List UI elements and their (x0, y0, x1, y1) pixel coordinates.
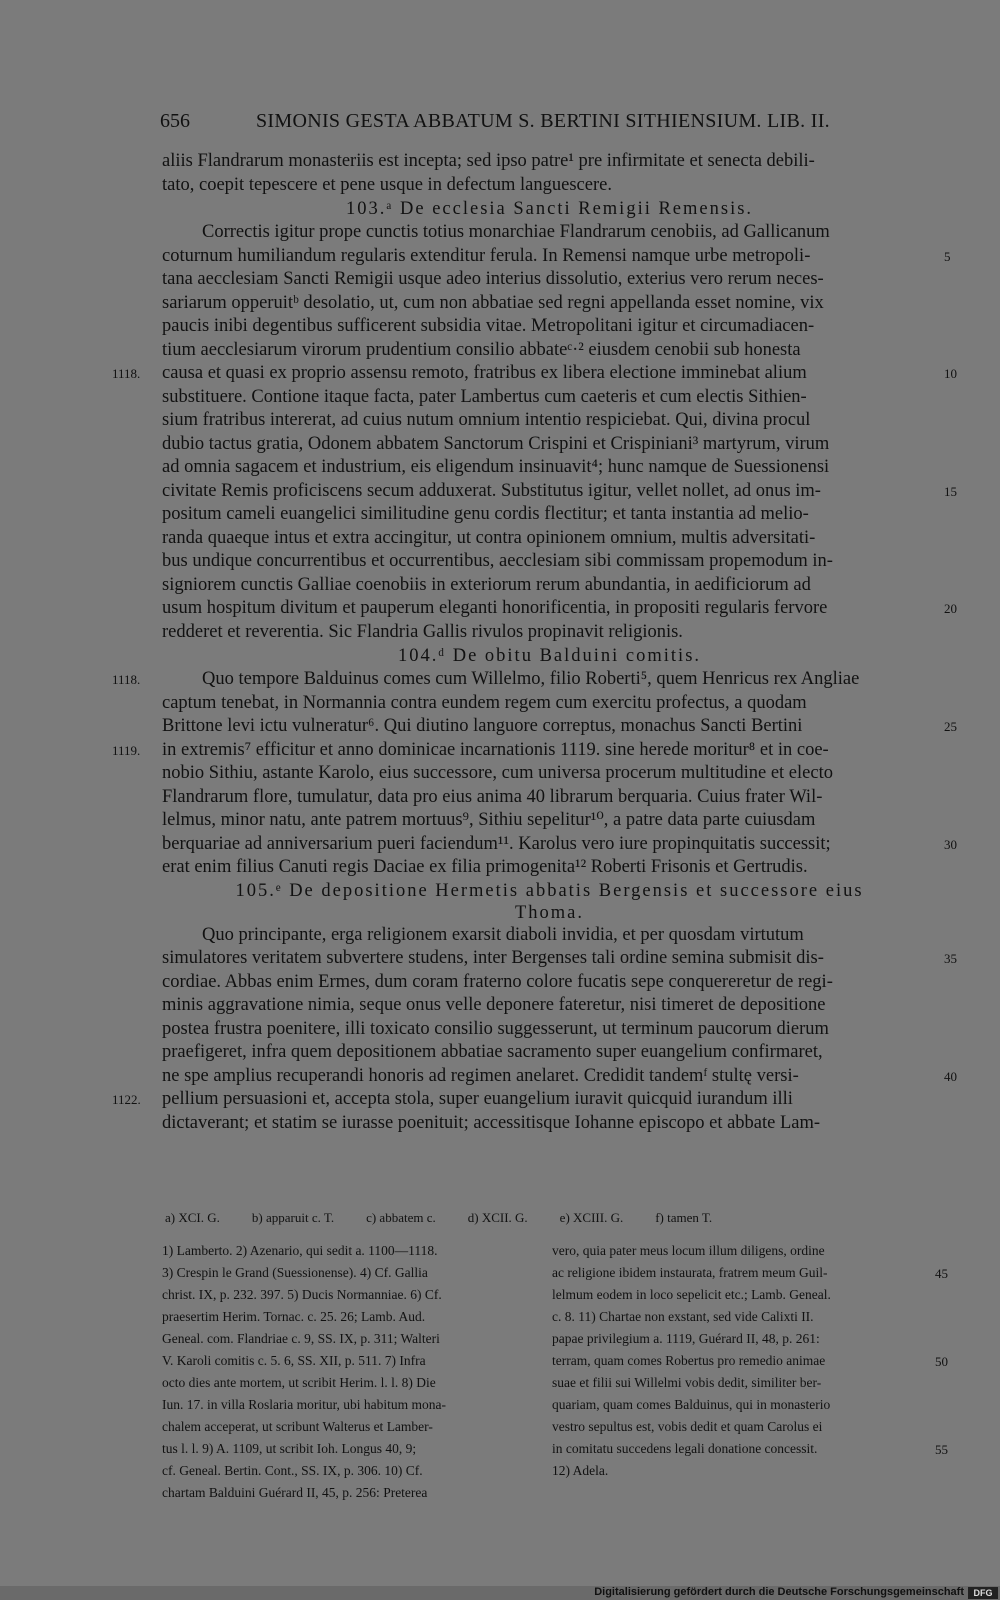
text-line: in extremis⁷ efficitur et anno dominicae incarnationis 1119. sine herede moritur⁸ et in coe- 1119. (162, 739, 937, 763)
footnote-line: V. Karoli comitis c. 5. 6, SS. XII, p. 511. 7) Infra (162, 1353, 426, 1368)
footnotes-right-column (552, 1240, 937, 1482)
critical-apparatus (165, 1210, 865, 1226)
footnote-line: Iun. 17. in villa Roslaria moritur, ubi habitum mona- (162, 1397, 447, 1412)
text-line: simulatores veritatem subvertere studens, inter Bergenses tali ordine semina submisit dis- 35 (162, 947, 937, 971)
footnote-line: 12) Adela. (552, 1463, 609, 1478)
text-line: Flandrarum flore, tumulatur, data pro eius anima 40 librarum berquaria. Cuius frater Wil- (162, 786, 823, 807)
text-line: aliis Flandrarum monasteriis est incepta; sed ipso patre¹ pre infirmitate et senecta debili- (162, 151, 815, 171)
footnote-line: lelmum eodem in loco sepelicit etc.; Lamb. Geneal. (552, 1287, 831, 1302)
text-line: paucis inibi degentibus sufficerent subsidia vitae. Metropolitani igitur et circumadiacen- (162, 316, 815, 336)
footnote-line: christ. IX, p. 232. 397. 5) Ducis Normanniae. 6) Cf. (162, 1287, 442, 1302)
text-line: usum hospitum divitum et pauperum eleganti honorificentia, in propositi regularis fervore 20 (162, 597, 937, 621)
line-number: 55 (935, 1442, 948, 1457)
footnote-line: 1) Lamberto. 2) Azenario, qui sedit a. 1100—1118. (162, 1243, 438, 1258)
critical-note: d) XCII. G. (467, 1210, 528, 1225)
text-line: Quo tempore Balduinus comes cum Willelmo, filio Roberti⁵, quem Henricus rex Angliae 1118. (162, 668, 937, 692)
section-heading: 105.ᵉ De depositione Hermetis abbatis Bergensis et successore eius (235, 880, 864, 901)
line-number: 40 (944, 1068, 957, 1084)
text-line: redderet et reverentia. Sic Flandria Gallis rivulos propinavit religionis. (162, 621, 683, 642)
footnote-line: tus l. l. 9) A. 1109, ut scribit Ioh. Longus 40, 9; (162, 1441, 417, 1456)
text-line: dubio tactus gratia, Odonem abbatem Sanctorum Crispini et Crispiniani³ martyrum, virum (162, 433, 830, 454)
dfg-logo: DFG (968, 1587, 998, 1599)
critical-note: e) XCIII. G. (559, 1210, 624, 1225)
text-line: bus undique concurrentibus et occurrentibus, aecclesiam sibi commissam propemodum in- (162, 551, 833, 571)
footnote-line: chartam Balduini Guérard II, 45, p. 256: Preterea (162, 1485, 428, 1500)
footnote-line: vero, quia pater meus locum illum diligens, ordine (552, 1243, 825, 1258)
footnote-line: chalem acceperat, ut scribunt Walterus et Lamber- (162, 1419, 433, 1434)
text-line: postea frustra poenitere, illi toxicato consilio suggesserunt, ut terminum paucorum dierum (162, 1018, 829, 1039)
text-line: civitate Remis proficiscens secum adduxerat. Substitutus igitur, vellet nollet, ad onus im- 15 (162, 480, 937, 504)
line-number: 50 (935, 1354, 948, 1369)
footnote-line: cf. Geneal. Bertin. Cont., SS. IX, p. 306. 10) Cf. (162, 1463, 423, 1478)
text-line: sariarum opperuitᵇ desolatio, ut, cum non abbatiae sed regni appellanda esset nomine, vix (162, 292, 824, 313)
text-line: tium aecclesiarum virorum prudentium consilio abbateᶜ·² eiusdem cenobii sub honesta (162, 339, 801, 360)
line-number: 20 (944, 601, 957, 616)
text-line: captum tenebat, in Normannia contra eundem regem cum exercitu profectus, a quodam (162, 692, 807, 713)
text-line: ad omnia sagacem et industrium, eis eligendum insinuavit⁴; hunc namque de Suessionensi (162, 457, 830, 477)
text-line: tato, coepit tepescere et pene usque in defectum languescere. (162, 174, 612, 195)
text-line: coturnum humiliandum regularis extenditur ferula. In Remensi namque urbe metropoli- 5 (162, 245, 937, 269)
footnote-line: papae privilegium a. 1119, Guérard II, 48, p. 261: (552, 1331, 820, 1346)
section-heading: Thoma. (514, 902, 585, 923)
main-text (112, 150, 957, 1135)
margin-year: 1118. (112, 672, 141, 687)
footnote-line: suae et filii sui Willelmi vobis dedit, similiter ber- (552, 1375, 822, 1390)
footnote-line: 3) Crespin le Grand (Suessionense). 4) Cf. Gallia (162, 1265, 428, 1280)
critical-note: a) XCI. G. (165, 1210, 220, 1225)
margin-year: 1118. (112, 366, 141, 381)
margin-year: 1119. (112, 742, 141, 758)
footnotes-left-column (162, 1240, 542, 1504)
text-line: signiorem cunctis Galliae coenobiis in exteriorum rerum abundantia, in aedificiorum ad (162, 574, 811, 595)
text-line: causa et quasi ex proprio assensu remoto, fratribus ex libera electione imminebat alium 10 1118. (162, 362, 937, 386)
line-number: 30 (944, 836, 957, 852)
section-heading: 104.ᵈ De obitu Balduini comitis. (397, 646, 702, 666)
line-number: 35 (944, 951, 957, 966)
footnote-line: c. 8. 11) Chartae non exstant, sed vide Calixti II. (552, 1309, 814, 1324)
line-number: 45 (935, 1266, 948, 1281)
text-line: randa quaeque intus et extra accingitur, ut contra opinionem omnium, multis adversitati- (162, 527, 816, 548)
text-line: lelmus, minor natu, ante patrem mortuus⁹, Sithiu sepelitur¹⁰, a patre data parte cuiusdam (162, 810, 816, 830)
critical-note: b) apparuit c. T. (251, 1210, 335, 1225)
line-number: 15 (944, 483, 957, 499)
text-line: tana aecclesiam Sancti Remigii usque adeo interius dissolutio, exterius vero rerum neces- (162, 269, 824, 289)
text-line: cordiae. Abbas enim Ermes, dum coram fraterno colore fucatis sepe conquereretur de regi- (162, 971, 833, 992)
footnote-line: octo dies ante mortem, ut scribit Herim. l. l. 8) Die (162, 1375, 436, 1390)
text-line: Quo principante, erga religionem exarsit diaboli invidia, et per quosdam virtutum (202, 924, 804, 945)
footnote-line: vestro sepultus est, vobis dedit et quam Carolus ei (552, 1419, 823, 1434)
text-line: Brittone levi ictu vulneratur⁶. Qui diutino languore correptus, monachus Sancti Bertini 25 (162, 715, 937, 739)
text-line: ne spe amplius recuperandi honoris ad regimen anelaret. Credidit tandemᶠ stultę versi- 40 (162, 1065, 937, 1089)
text-line: positum cameli euangelici similitudine genu cordis flectitur; et tanta instantia ad melio- (162, 504, 809, 524)
text-line: nobio Sithiu, astante Karolo, eius successore, cum universa procerum multitudine et electo (162, 763, 833, 783)
text-line: erat enim filius Canuti regis Daciae ex filia primogenita¹² Roberti Frisonis et Gertrudis. (162, 857, 808, 877)
text-line: substituere. Contione itaque facta, pater Lambertus cum caeteris et cum electis Sithien- (162, 386, 807, 407)
footnote-line: ac religione ibidem instaurata, fratrem meum Guil- (552, 1265, 828, 1280)
text-line: praefigeret, infra quem depositionem abbatiae sacramento super euangelium confirmaret, (162, 1042, 823, 1062)
section-heading: 103.ᵃ De ecclesia Sancti Remigii Remensis. (345, 199, 754, 219)
line-number: 5 (944, 248, 951, 264)
line-number: 10 (944, 366, 957, 381)
critical-note: c) abbatem c. (366, 1210, 436, 1225)
footnote-line: praesertim Herim. Tornac. c. 25. 26; Lamb. Aud. (162, 1309, 426, 1324)
margin-year: 1122. (112, 1092, 141, 1107)
critical-note: f) tamen T. (655, 1210, 713, 1225)
text-line: berquariae ad anniversarium pueri faciendum¹¹. Karolus vero iure propinquitatis successit; 30 (162, 833, 937, 857)
text-line: sium fratribus intererat, ad cuius nutum omnium intentio respiciebat. Qui, divina procul (162, 410, 811, 430)
footnote-line: Geneal. com. Flandriae c. 9, SS. IX, p. 311; Walteri (162, 1331, 440, 1346)
footer-credit: Digitalisierung gefördert durch die Deutsche Forschungsgemeinschaft (594, 1586, 964, 1598)
text-line: minis aggravatione nimia, seque onus velle deponere fateretur, nisi timeret de depositione (162, 995, 826, 1015)
text-line: dictaverant; et statim se iurasse poenituit; accessitisque Iohanne episcopo et abbate Lam- (162, 1112, 821, 1133)
text-line: Correctis igitur prope cunctis totius monarchiae Flandrarum cenobiis, ad Gallicanum (202, 222, 830, 242)
text-line: pellium persuasioni et, accepta stola, super euangelium iuravit quicquid iurandum illi 1122. (162, 1088, 937, 1112)
line-number: 25 (944, 719, 957, 734)
page-header (160, 110, 840, 140)
footnote-line: quariam, quam comes Balduinus, qui in monasterio (552, 1397, 831, 1412)
footnote-line: terram, quam comes Robertus pro remedio animae (552, 1353, 826, 1368)
page-number: 656 (160, 110, 190, 132)
footnote-line: in comitatu succedens legali donatione concessit. (552, 1441, 818, 1456)
running-title: SIMONIS GESTA ABBATUM S. BERTINI SITHIENSIUM. LIB. II. (256, 110, 830, 132)
